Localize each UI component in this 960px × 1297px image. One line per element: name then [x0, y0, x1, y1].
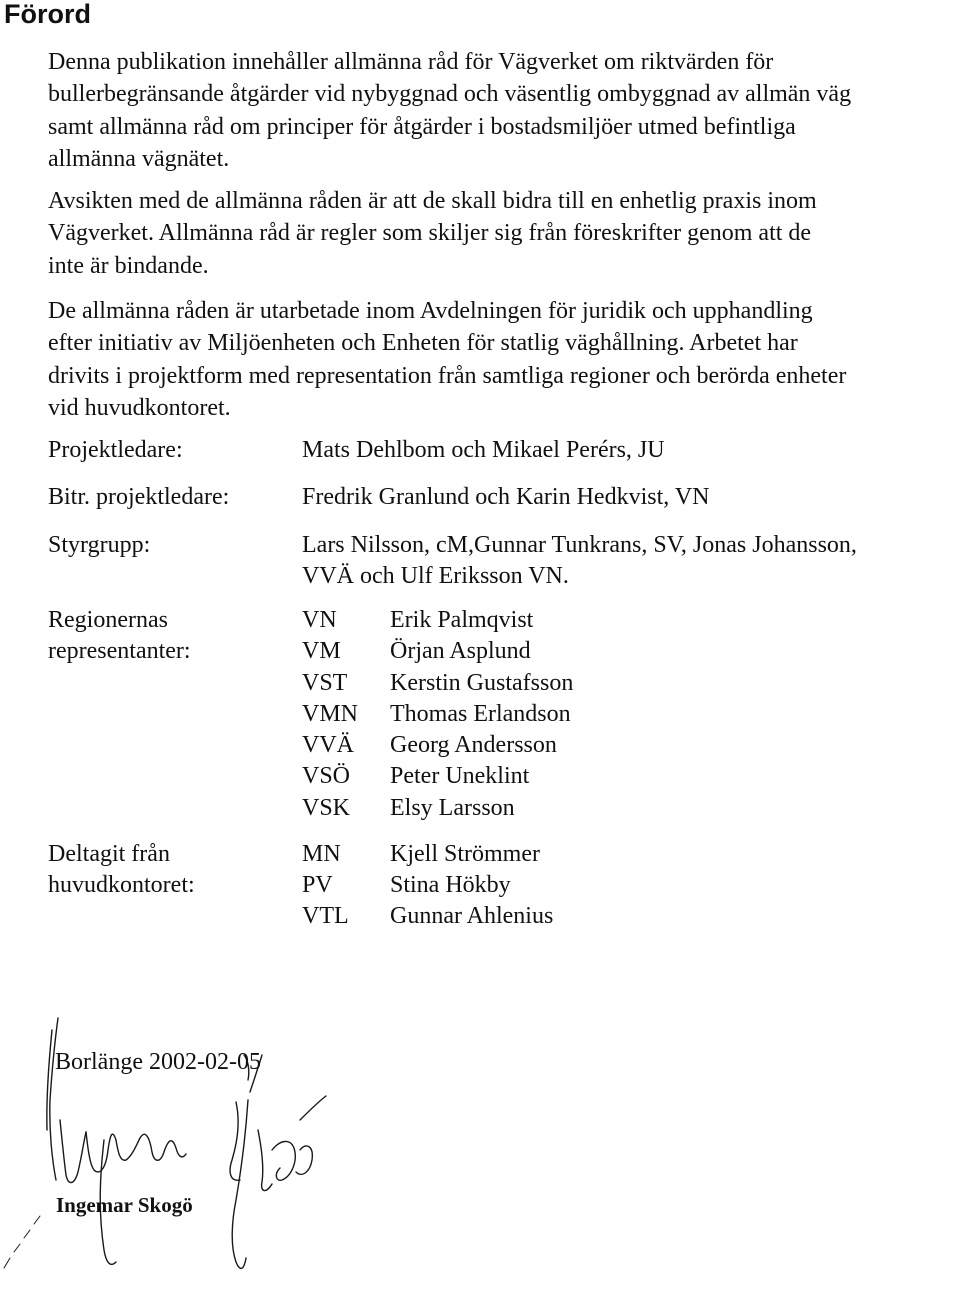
- role-value-steering-group-line1: Lars Nilsson, cM,Gunnar Tunkrans, SV, Jonas Johansson,: [302, 532, 857, 558]
- paragraph-line: bullerbegränsande åtgärder vid nybyggnad och väsentlig ombyggnad av allmän väg: [48, 81, 852, 108]
- role-label-project-lead: Projektledare:: [48, 437, 183, 463]
- regional-label-line1: Regionernas: [48, 607, 168, 633]
- role-value-steering-group-line2: VVÄ och Ulf Eriksson VN.: [302, 563, 569, 589]
- paragraph-line: samt allmänna råd om principer för åtgärder i bostadsmiljöer utmed befintliga: [48, 113, 796, 140]
- page-title: Förord: [4, 0, 91, 29]
- department-code: MN: [302, 841, 341, 867]
- region-code: VVÄ: [302, 732, 354, 758]
- project-paragraph: [48, 295, 960, 424]
- department-code: VTL: [302, 903, 349, 929]
- headquarters-label-line2: huvudkontoret:: [48, 872, 195, 898]
- paragraph-line: vid huvudkontoret.: [48, 394, 231, 421]
- role-value-project-lead: Mats Dehlbom och Mikael Perérs, JU: [302, 437, 665, 463]
- paragraph-line: efter initiativ av Miljöenheten och Enheten för statlig väghållning. Arbetet har: [48, 330, 798, 357]
- role-label-deputy-lead: Bitr. projektledare:: [48, 484, 230, 510]
- paragraph-line: Denna publikation innehåller allmänna råd för Vägverket om riktvärden för: [48, 49, 774, 75]
- region-code: VN: [302, 607, 337, 633]
- headquarters-participant: Gunnar Ahlenius: [390, 903, 554, 929]
- place-date: Borlänge 2002-02-05: [55, 1049, 261, 1075]
- headquarters-participant: Kjell Strömmer: [390, 841, 540, 867]
- region-code: VMN: [302, 701, 359, 727]
- paragraph-line: Vägverket. Allmänna råd är regler som skiljer sig från föreskrifter genom att de: [48, 220, 812, 247]
- headquarters-label-line1: Deltagit från: [48, 841, 170, 867]
- region-representative: Erik Palmqvist: [390, 607, 534, 633]
- region-code: VSK: [302, 795, 351, 821]
- region-representative: Kerstin Gustafsson: [390, 670, 574, 696]
- region-representative: Thomas Erlandson: [390, 701, 571, 727]
- paragraph-line: drivits i projektform med representation från samtliga regioner och berörda enheter: [48, 362, 847, 389]
- region-code: VST: [302, 670, 348, 696]
- purpose-paragraph: [48, 185, 960, 282]
- handwritten-signature: [0, 1000, 360, 1297]
- regional-label-line2: representanter:: [48, 638, 191, 664]
- region-representative: Örjan Asplund: [390, 638, 531, 664]
- headquarters-participant: Stina Hökby: [390, 872, 511, 898]
- department-code: PV: [302, 872, 333, 898]
- paragraph-line: De allmänna råden är utarbetade inom Avdelningen för juridik och upphandling: [48, 298, 813, 324]
- region-representative: Georg Andersson: [390, 732, 557, 758]
- paragraph-line: Avsikten med de allmänna råden är att de skall bidra till en enhetlig praxis inom: [48, 188, 817, 214]
- intro-paragraph: [48, 46, 960, 175]
- paragraph-line: allmänna vägnätet.: [48, 145, 230, 172]
- region-representative: Elsy Larsson: [390, 795, 515, 821]
- paragraph-line: inte är bindande.: [48, 252, 209, 279]
- region-code: VM: [302, 638, 341, 664]
- role-value-deputy-lead: Fredrik Granlund och Karin Hedkvist, VN: [302, 484, 710, 510]
- signer-name: Ingemar Skogö: [56, 1193, 193, 1217]
- role-label-steering-group: Styrgrupp:: [48, 532, 151, 558]
- region-code: VSÖ: [302, 763, 351, 789]
- region-representative: Peter Uneklint: [390, 763, 530, 789]
